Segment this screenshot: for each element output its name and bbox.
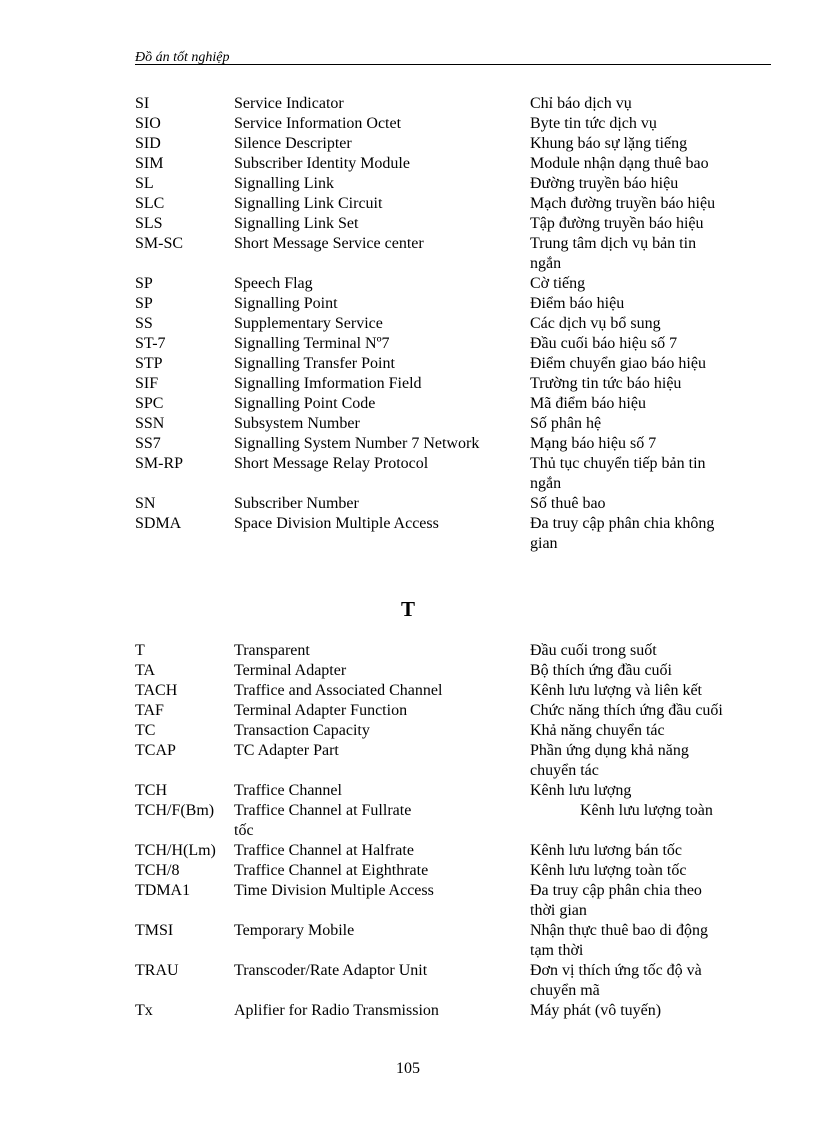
glossary-row [135, 174, 775, 194]
abbreviation: SM-RP [135, 455, 184, 472]
english-term-text: Traffice and Associated Channel [234, 682, 443, 699]
english-term [234, 374, 530, 394]
abbreviation: Tx [135, 1002, 153, 1019]
english-term-text: Silence Descripter [234, 135, 352, 152]
vietnamese-meaning: Đa truy cập phân chia không gian [530, 515, 715, 552]
glossary-row [135, 741, 775, 781]
vietnamese-meaning: Điểm chuyển giao báo hiệu [530, 355, 706, 372]
abbreviation: T [135, 642, 145, 659]
english-term [234, 641, 530, 661]
glossary-row [135, 641, 775, 661]
english-term-text: Signalling Link [234, 175, 334, 192]
english-term [234, 94, 530, 114]
abbreviation: SDMA [135, 515, 182, 532]
abbreviation: SS7 [135, 435, 161, 452]
english-term [234, 661, 530, 681]
english-term-text: Space Division Multiple Access [234, 515, 439, 532]
glossary-row [135, 374, 775, 394]
glossary-row [135, 881, 775, 921]
abbreviation: STP [135, 355, 163, 372]
english-term-text: Signalling System Number 7 Network [234, 435, 480, 452]
abbreviation: SLC [135, 195, 165, 212]
english-term [234, 921, 530, 961]
english-term [234, 841, 530, 861]
vietnamese-meaning: Mạng báo hiệu số 7 [530, 435, 657, 452]
glossary-row [135, 234, 775, 274]
glossary-row [135, 1001, 775, 1021]
english-term-text: Aplifier for Radio Transmission [234, 1002, 439, 1019]
english-term-text: Supplementary Service [234, 315, 383, 332]
vietnamese-meaning: Khả năng chuyển tác [530, 722, 665, 739]
english-term [234, 1001, 530, 1021]
vietnamese-meaning: Tập đường truyền báo hiệu [530, 215, 704, 232]
english-term-text: Signalling Imformation Field [234, 375, 422, 392]
vietnamese-meaning: Đầu cuối báo hiệu số 7 [530, 335, 678, 352]
abbreviation: TMSI [135, 922, 174, 939]
abbreviation: TDMA1 [135, 882, 191, 899]
english-term-text: Service Indicator [234, 95, 344, 112]
abbreviation: TCAP [135, 742, 176, 759]
abbreviation: SS [135, 315, 153, 332]
english-term-text: Traffice Channel at Fullrate [234, 802, 412, 819]
abbreviation: SPC [135, 395, 164, 412]
section-letter-heading: T [400, 597, 415, 621]
glossary-row [135, 114, 775, 134]
english-term-text: Time Division Multiple Access [234, 882, 434, 899]
abbreviation: SID [135, 135, 161, 152]
vietnamese-meaning: Số thuê bao [530, 495, 606, 512]
glossary-row [135, 801, 775, 841]
english-term-text: Terminal Adapter Function [234, 702, 408, 719]
vietnamese-meaning: Thủ tục chuyển tiếp bản tin ngắn [530, 455, 706, 492]
glossary-row [135, 354, 775, 374]
vietnamese-meaning: Mã điểm báo hiệu [530, 395, 646, 412]
english-term [234, 214, 530, 234]
vietnamese-meaning: Chức năng thích ứng đầu cuối [530, 702, 723, 719]
glossary-row [135, 701, 775, 721]
english-term-text: Signalling Terminal Nº7 [234, 335, 390, 352]
english-term [234, 334, 530, 354]
glossary-row [135, 434, 775, 454]
vietnamese-meaning: Kênh lưu lượng toàn [580, 802, 713, 819]
english-term [234, 134, 530, 154]
vietnamese-meaning: Khung báo sự lặng tiếng [530, 135, 688, 152]
vietnamese-meaning: Mạch đường truyền báo hiệu [530, 195, 716, 212]
glossary-row [135, 921, 775, 961]
glossary-section-s [135, 94, 775, 554]
vietnamese-meaning: Đơn vị thích ứng tốc độ và chuyển mã [530, 962, 702, 999]
vietnamese-meaning: Cờ tiếng [530, 275, 586, 292]
glossary-row [135, 154, 775, 174]
english-term [234, 234, 530, 274]
glossary-row [135, 661, 775, 681]
english-term-text: Terminal Adapter [234, 662, 347, 679]
vietnamese-meaning: Nhận thực thuê bao di động tạm thời [530, 922, 708, 959]
glossary-row [135, 454, 775, 494]
abbreviation: TC [135, 722, 156, 739]
glossary-row [135, 294, 775, 314]
english-term [234, 114, 530, 134]
vietnamese-meaning: Đa truy cập phân chia theo thời gian [530, 882, 702, 919]
english-term [234, 741, 530, 781]
vietnamese-meaning: Chỉ báo dịch vụ [530, 95, 632, 112]
english-term [234, 314, 530, 334]
glossary-row [135, 514, 775, 554]
abbreviation: SL [135, 175, 154, 192]
vietnamese-meaning: Điểm báo hiệu [530, 295, 625, 312]
english-term [234, 194, 530, 214]
vietnamese-meaning: Máy phát (vô tuyến) [530, 1002, 662, 1019]
vietnamese-meaning: Bộ thích ứng đầu cuối [530, 662, 672, 679]
abbreviation: SLS [135, 215, 163, 232]
english-term-text: TC Adapter Part [234, 742, 339, 759]
english-term-text: Signalling Transfer Point [234, 355, 395, 372]
english-term-text: Transaction Capacity [234, 722, 370, 739]
glossary-row [135, 841, 775, 861]
vietnamese-meaning: Byte tin tức dịch vụ [530, 115, 657, 132]
page-number: 105 [396, 1060, 420, 1077]
glossary-row [135, 721, 775, 741]
english-term-text: Transcoder/Rate Adaptor Unit [234, 962, 428, 979]
vietnamese-meaning: Kênh lưu lượng toàn tốc [530, 862, 687, 879]
glossary-row [135, 394, 775, 414]
glossary-row [135, 334, 775, 354]
glossary-row [135, 274, 775, 294]
english-term [234, 174, 530, 194]
glossary-row [135, 781, 775, 801]
vietnamese-meaning: Kênh lưu lượng [530, 782, 632, 799]
abbreviation: SN [135, 495, 156, 512]
glossary-row [135, 861, 775, 881]
english-term-text: Short Message Relay Protocol [234, 455, 429, 472]
abbreviation: TACH [135, 682, 178, 699]
english-term [234, 394, 530, 414]
english-term [234, 294, 530, 314]
english-term-text: Subscriber Number [234, 495, 359, 512]
abbreviation: SM-SC [135, 235, 184, 252]
english-term-text: Traffice Channel at Halfrate [234, 842, 414, 859]
english-term [234, 681, 530, 701]
english-term-text: Short Message Service center [234, 235, 424, 252]
abbreviation: SP [135, 275, 153, 292]
vietnamese-meaning: Đầu cuối trong suốt [530, 642, 657, 659]
english-term [234, 514, 530, 554]
english-term-text: Signalling Point [234, 295, 338, 312]
vietnamese-meaning: Trung tâm dịch vụ bản tin ngắn [530, 235, 697, 272]
english-term [234, 881, 530, 921]
glossary-section-t [135, 641, 775, 1021]
english-term [234, 494, 530, 514]
glossary-row [135, 214, 775, 234]
abbreviation: SSN [135, 415, 165, 432]
english-term-text: Temporary Mobile [234, 922, 355, 939]
abbreviation: TAF [135, 702, 164, 719]
english-term [234, 434, 530, 454]
english-term [234, 701, 530, 721]
vietnamese-meaning: Các dịch vụ bổ sung [530, 315, 661, 332]
abbreviation: SIO [135, 115, 161, 132]
abbreviation: SIF [135, 375, 159, 392]
glossary-row [135, 194, 775, 214]
abbreviation: SIM [135, 155, 164, 172]
english-term-text: Signalling Link Set [234, 215, 359, 232]
english-term-text: Service Information Octet [234, 115, 402, 132]
abbreviation: TA [135, 662, 156, 679]
glossary-row [135, 681, 775, 701]
english-term [234, 721, 530, 741]
vietnamese-meaning: Đường truyền báo hiệu [530, 175, 679, 192]
abbreviation: TCH [135, 782, 167, 799]
english-term-text: Signalling Link Circuit [234, 195, 383, 212]
abbreviation: TRAU [135, 962, 179, 979]
english-term [234, 961, 530, 1001]
glossary-row [135, 494, 775, 514]
english-term-text: Signalling Point Code [234, 395, 376, 412]
glossary-row [135, 94, 775, 114]
english-term [234, 801, 530, 841]
english-term [234, 354, 530, 374]
english-term-text: Transparent [234, 642, 310, 659]
header-title: Đồ án tốt nghiệp [135, 50, 230, 65]
vietnamese-meaning: Module nhận dạng thuê bao [530, 155, 709, 172]
abbreviation: TCH/8 [135, 862, 180, 879]
abbreviation: TCH/H(Lm) [135, 842, 216, 859]
term-continuation: tốc [234, 822, 254, 839]
glossary-row [135, 414, 775, 434]
glossary-row [135, 961, 775, 1001]
abbreviation: TCH/F(Bm) [135, 802, 215, 819]
english-term-text: Traffice Channel [234, 782, 342, 799]
vietnamese-meaning: Số phân hệ [530, 415, 602, 432]
abbreviation: SI [135, 95, 150, 112]
english-term [234, 414, 530, 434]
english-term [234, 274, 530, 294]
abbreviation: SP [135, 295, 153, 312]
english-term-text: Traffice Channel at Eighthrate [234, 862, 429, 879]
english-term [234, 861, 530, 881]
english-term-text: Subsystem Number [234, 415, 360, 432]
english-term-text: Speech Flag [234, 275, 313, 292]
english-term [234, 154, 530, 174]
english-term [234, 781, 530, 801]
glossary-row [135, 134, 775, 154]
glossary-row [135, 314, 775, 334]
english-term [234, 454, 530, 494]
abbreviation: ST-7 [135, 335, 166, 352]
vietnamese-meaning: Kênh lưu lượng và liên kết [530, 682, 702, 699]
english-term-text: Subscriber Identity Module [234, 155, 410, 172]
vietnamese-meaning: Kênh lưu lương bán tốc [530, 842, 682, 859]
vietnamese-meaning: Phần ứng dụng khả năng chuyển tác [530, 742, 689, 779]
vietnamese-meaning: Trường tin tức báo hiệu [530, 375, 682, 392]
page-header [135, 47, 771, 65]
